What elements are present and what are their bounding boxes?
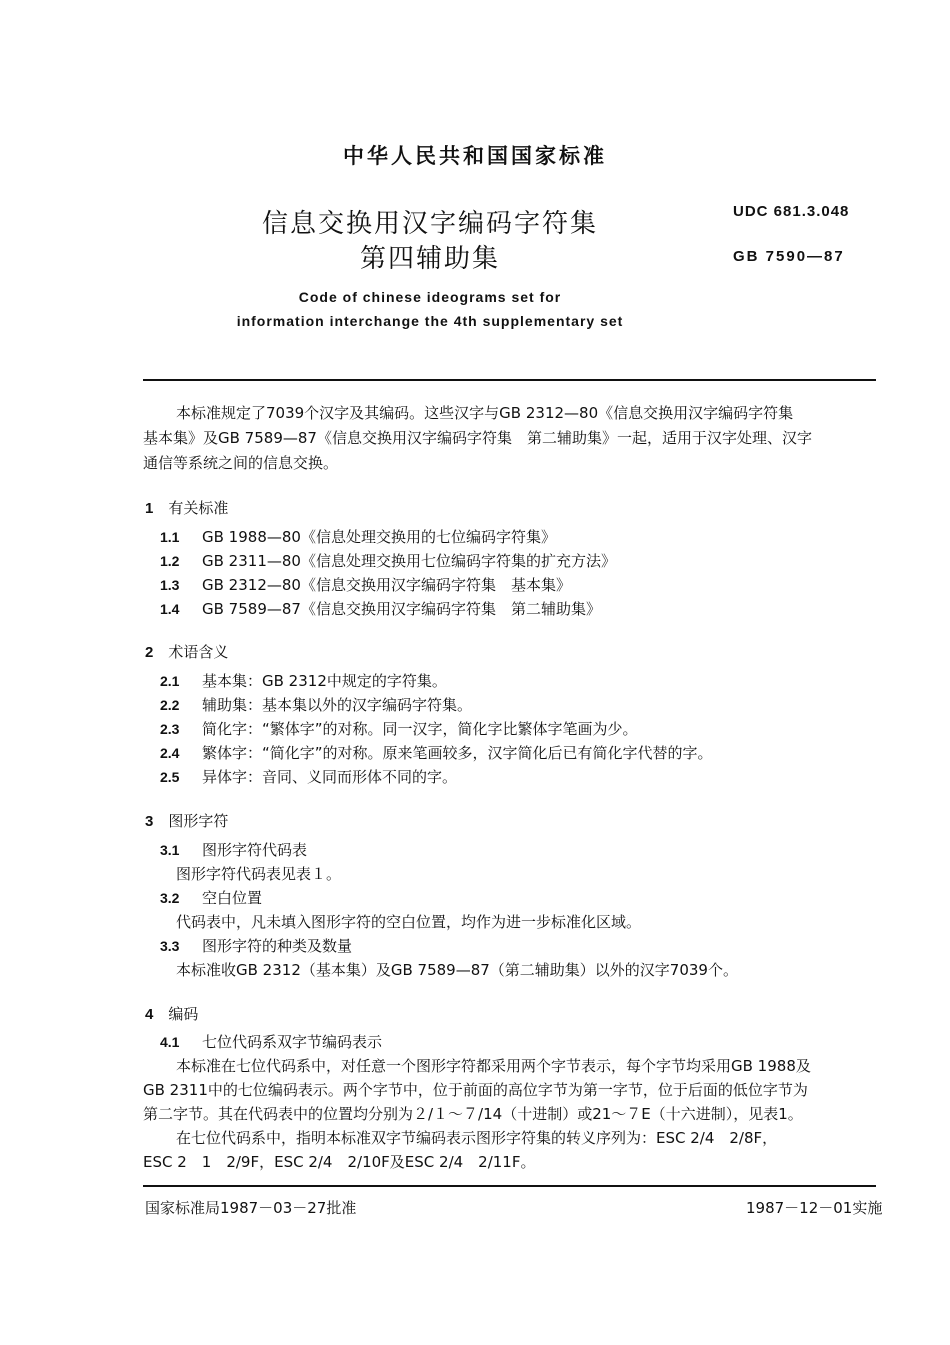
section-number: 4 [145, 1006, 154, 1023]
item-number: 1.3 [160, 577, 180, 593]
item-number: 1.2 [160, 553, 180, 569]
list-item [160, 527, 556, 547]
gb-code: GB 7590—87 [733, 248, 845, 265]
title-cn-line2: 第四辅助集 [359, 244, 500, 274]
paragraph-line: ESC 2 1 2/9F，ESC 2/4 2/10F及ESC 2/4 2/11F。 [143, 1153, 536, 1171]
list-item [160, 695, 472, 715]
paragraph: 代码表中，凡未填入图形字符的空白位置，均作为进一步标准化区域。 [176, 913, 642, 931]
effective-date: 1987－12－01实施 [746, 1199, 883, 1217]
item-text: GB 2312—80《信息交换用汉字编码字符集 基本集》 [202, 576, 571, 594]
list-item [160, 671, 447, 691]
approval-date: 国家标准局1987－03－27批准 [145, 1199, 357, 1217]
list-item [160, 743, 713, 763]
section-2-heading [145, 641, 228, 662]
subsection-heading [160, 936, 352, 956]
item-text: 简化字：“繁体字”的对称。同一汉字，简化字比繁体字笔画为少。 [202, 720, 638, 738]
list-item [160, 767, 457, 787]
header-divider [143, 379, 876, 381]
list-item [160, 551, 616, 571]
item-text: GB 2311—80《信息处理交换用七位编码字符集的扩充方法》 [202, 552, 616, 570]
item-text: 繁体字：“简化字”的对称。原来笔画较多，汉字简化后已有简化字代替的字。 [202, 744, 713, 762]
list-item [160, 599, 601, 619]
item-number: 3.3 [160, 938, 180, 954]
item-text: GB 7589—87《信息交换用汉字编码字符集 第二辅助集》 [202, 600, 601, 618]
section-title: 编码 [168, 1005, 199, 1023]
paragraph: 本标准收GB 2312（基本集）及GB 7589—87（第二辅助集）以外的汉字7039个。 [176, 961, 738, 979]
list-item [160, 575, 571, 595]
item-number: 1.1 [160, 529, 180, 545]
section-title: 图形字符 [168, 812, 229, 830]
paragraph-line: 本标准在七位代码系中，对任意一个图形字符都采用两个字节表示，每个字节均采用GB 1988及 [176, 1057, 811, 1075]
item-number: 3.2 [160, 890, 180, 906]
item-number: 4.1 [160, 1034, 180, 1050]
paragraph-line: GB 2311中的七位编码表示。两个字节中，位于前面的高位字节为第一字节，位于后面的低位字节为 [143, 1081, 808, 1099]
section-number: 2 [145, 644, 154, 661]
item-number: 1.4 [160, 601, 180, 617]
paragraph-line: 第二字节。其在代码表中的位置均分别为２/１～７/14（十进制）或21～７E（十六进制），见表1。 [143, 1105, 803, 1123]
item-title: 图形字符代码表 [202, 841, 308, 859]
item-number: 2.1 [160, 673, 180, 689]
section-title: 有关标准 [168, 499, 229, 517]
item-title: 图形字符的种类及数量 [202, 937, 353, 955]
item-text: 基本集：GB 2312中规定的字符集。 [202, 672, 447, 690]
item-title: 空白位置 [202, 889, 263, 907]
item-text: 异体字：音同、义同而形体不同的字。 [202, 768, 458, 786]
title-en-line2: information interchange the 4th supplementary set [236, 313, 624, 329]
udc-code: UDC 681.3.048 [733, 203, 850, 220]
title-cn-line1: 信息交换用汉字编码字符集 [261, 209, 598, 239]
subsection-heading [160, 888, 262, 908]
section-title: 术语含义 [168, 643, 229, 661]
section-1-heading [145, 497, 228, 518]
item-number: 2.3 [160, 721, 180, 737]
org-title: 中华人民共和国国家标准 [343, 144, 607, 168]
list-item [160, 719, 638, 739]
intro-line-1: 本标准规定了7039个汉字及其编码。这些汉字与GB 2312—80《信息交换用汉字编码字符集 [176, 404, 794, 422]
item-text: 辅助集：基本集以外的汉字编码字符集。 [202, 696, 473, 714]
subsection-heading [160, 840, 307, 860]
paragraph-line: 在七位代码系中，指明本标准双字节编码表示图形字符集的转义序列为：ESC 2/4 2/8F， [176, 1129, 778, 1147]
item-number: 2.2 [160, 697, 180, 713]
section-number: 3 [145, 813, 154, 830]
section-number: 1 [145, 500, 154, 517]
intro-line-3: 通信等系统之间的信息交换。 [143, 454, 339, 472]
title-en-line1: Code of chinese ideograms set for [298, 289, 562, 305]
footer-divider [143, 1185, 876, 1187]
item-text: GB 1988—80《信息处理交换用的七位编码字符集》 [202, 528, 556, 546]
item-number: 2.5 [160, 769, 180, 785]
paragraph: 图形字符代码表见表１。 [176, 865, 342, 883]
item-title: 七位代码系双字节编码表示 [202, 1033, 383, 1051]
item-number: 2.4 [160, 745, 180, 761]
subsection-heading [160, 1032, 382, 1052]
section-4-heading [145, 1003, 198, 1024]
intro-line-2: 基本集》及GB 7589—87《信息交换用汉字编码字符集 第二辅助集》一起，适用于汉字处理、汉字 [143, 429, 812, 447]
section-3-heading [145, 810, 228, 831]
item-number: 3.1 [160, 842, 180, 858]
